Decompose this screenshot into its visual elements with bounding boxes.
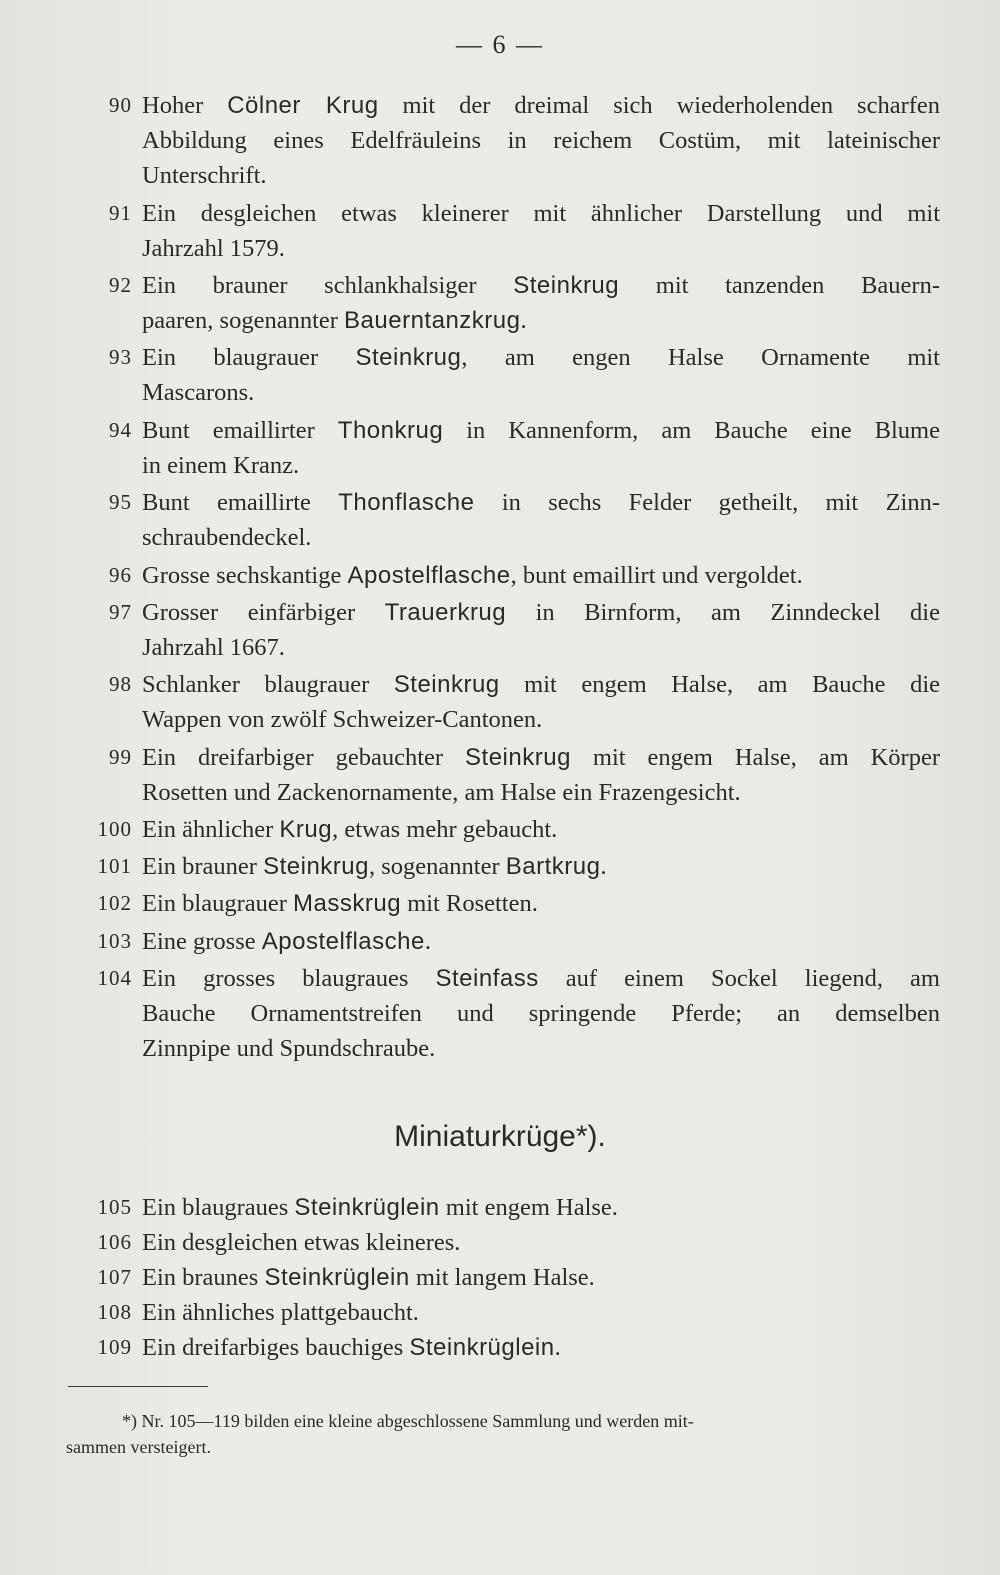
entry-text-run: paaren, sogenannter [142,307,345,334]
item-keyword: Thonflasche [338,489,475,517]
entry-line [142,520,940,555]
entry-text-run: Ein dreifarbiger gebauchter [142,743,466,771]
entry-text [142,413,940,483]
item-keyword: Steinkrug [355,344,462,372]
entry-text-run: Mascarons. [142,379,255,407]
catalog-entry [70,886,940,921]
entry-line [142,924,940,959]
catalog-entry [70,1260,940,1295]
entry-text-run: Hoher [142,92,228,119]
entry-text-run: Ein desgleichen etwas kleinerer mit ähnlicher Darstellung und mit [142,199,940,227]
item-keyword: Thonkrug [337,416,444,444]
item-keyword: Steinkrüglein [409,1334,555,1361]
entry-text [142,886,940,921]
entry-text-run: mit engem Halse. [439,1194,618,1221]
entry-text-run: Unterschrift. [142,162,267,189]
entry-text-run: mit engem Halse, am Körper [570,743,940,771]
item-keyword: Apostelflasche [261,927,425,955]
entry-text-run: mit tanzenden Bauern- [619,272,940,299]
entry-line [142,158,940,193]
entry-line [142,268,940,303]
footnote-rule [68,1386,208,1387]
entry-line [142,702,940,737]
catalog-entry [70,1295,940,1330]
entry-text-run: in einem Kranz. [142,451,300,479]
entry-text-run: . [554,1334,561,1361]
item-keyword: Trauerkrug [384,598,507,626]
entry-text-run: Ein dreifarbiges bauchiges [142,1334,410,1361]
item-keyword: Steinkrug [393,671,500,699]
item-keyword: Steinfass [435,964,539,992]
entry-text-run: , etwas mehr gebaucht. [332,816,558,843]
entry-number: 90 [109,93,132,117]
entry-line [142,303,940,338]
entry-text-run: , sogenannter [368,853,506,881]
item-keyword: Cölner Krug [227,92,379,119]
footnote [66,1408,926,1460]
entry-text [142,88,940,193]
entry-number: 107 [97,1265,132,1289]
catalog-entry [70,1190,940,1225]
entry-text-run: Wappen von zwölf Schweizer-Cantonen. [142,706,543,734]
entry-line [142,1295,940,1330]
entry-text [142,812,940,847]
entry-number: 104 [97,965,132,990]
entry-text-run: Bunt emaillirte [142,489,339,517]
entry-text-run: . [600,853,607,881]
entry-number: 91 [109,200,132,225]
entry-number: 99 [109,744,132,769]
item-keyword: Bartkrug [505,853,601,881]
page-number: — 6 — [456,30,544,59]
entry-text [142,1190,940,1225]
section-heading: Miniaturkrüge*). [394,1120,606,1153]
catalog-entry [70,1225,940,1260]
entry-text-run: Ein blaugrauer [142,890,294,918]
entry-line [142,413,940,448]
catalog-entry [70,961,940,1066]
entry-number: 101 [97,854,132,879]
entry-text-run: Bunt emaillirter [142,416,338,444]
entry-text-run: . [424,927,431,955]
entry-text [142,667,940,737]
catalog-entry [70,196,940,266]
footnote-line: *) Nr. 105—119 bilden eine kleine abgeschlossene Sammlung und werden mit- [122,1411,694,1431]
entry-number: 102 [97,891,132,916]
entry-text-run: Abbildung eines Edelfräuleins in reichem Costüm, mit lateinischer [142,127,940,154]
entry-text-run: auf einem Sockel liegend, am [538,964,940,992]
entry-text-run: Ein ähnliches plattgebaucht. [142,1299,419,1326]
item-keyword: Steinkrüglein [264,1264,410,1291]
entry-text [142,196,940,266]
entry-line [142,1031,940,1066]
entry-text [142,268,940,338]
entry-text-run: Ein desgleichen etwas kleineres. [142,1229,461,1256]
entry-text-run: Bauche Ornamentstreifen und springende Pferde; an demselben [142,999,940,1027]
entry-number: 92 [109,273,132,297]
entry-text-run: Zinnpipe und Spundschraube. [142,1034,436,1062]
entry-line [142,485,940,520]
entry-text [142,340,940,410]
entry-text-run: Ein brauner schlankhalsiger [142,272,514,299]
entry-line [142,123,940,158]
entry-text [142,740,940,810]
entry-text [142,961,940,1066]
entry-line [142,812,940,847]
entry-number: 100 [97,817,132,841]
entry-text-run: Ein blaugrauer [142,344,356,372]
entry-number: 108 [97,1300,132,1324]
entry-text-run: Eine grosse [142,927,262,955]
entry-text-run: in Birnform, am Zinndeckel die [506,598,940,626]
entry-text-run: mit der dreimal sich wiederholenden scharfen [378,92,941,119]
entry-text [142,1330,940,1365]
catalog-entry [70,340,940,410]
footnote-line: sammen versteigert. [66,1437,211,1457]
item-keyword: Steinkrüglein [294,1194,440,1221]
entry-line [142,231,940,266]
entry-text-run: , bunt emaillirt und vergoldet. [510,561,803,589]
entry-number: 93 [109,345,132,370]
entry-number: 109 [97,1335,132,1359]
entry-number: 95 [109,490,132,515]
entry-text [142,849,940,884]
entry-line [142,448,940,483]
entry-text [142,485,940,555]
entry-line [142,196,940,231]
catalog-entry [70,413,940,483]
entry-text-run: Ein brauner [142,853,264,881]
entry-text-run: Jahrzahl 1667. [142,633,285,661]
catalog-entry [70,812,940,847]
entry-text-run: mit engem Halse, am Bauche die [499,671,940,699]
entry-line [142,630,940,665]
entry-line [142,88,940,123]
entry-line [142,996,940,1031]
entry-text [142,558,940,593]
entry-number: 105 [97,1195,132,1219]
entry-text-run: Ein braunes [142,1264,265,1291]
entry-text-run: . [520,307,527,334]
entry-text-run: Ein blaugraues [142,1194,295,1221]
catalog-entry [70,595,940,665]
entry-text-run: Rosetten und Zackenornamente, am Halse ein Frazengesicht. [142,778,741,806]
entry-text [142,1225,940,1260]
entry-number: 97 [109,599,132,624]
entry-text-run: Grosser einfärbiger [142,598,385,626]
entry-number: 98 [109,672,132,697]
entry-line [142,1190,940,1225]
item-keyword: Masskrug [293,890,402,918]
item-keyword: Steinkrug [263,853,369,881]
entry-line [142,740,940,775]
entry-text-run: mit langem Halse. [409,1264,595,1291]
catalog-entry [70,268,940,338]
entry-text-run: mit Rosetten. [401,890,538,918]
entry-number: 94 [109,417,132,442]
catalog-entry [70,924,940,959]
catalog-entry [70,667,940,737]
catalog-entry [70,1330,940,1365]
entry-text-run: in Kannenform, am Bauche eine Blume [443,416,940,444]
item-keyword: Bauerntanzkrug [344,307,521,334]
catalog-entry [70,558,940,593]
entry-text-run: in sechs Felder getheilt, mit Zinn- [474,489,940,517]
entry-text [142,1260,940,1295]
entry-text-run: Ein grosses blaugraues [142,964,436,992]
entry-line [142,775,940,810]
entry-line [142,667,940,702]
entry-text-run: Jahrzahl 1579. [142,234,285,262]
entry-text-run: Schlanker blaugrauer [142,671,394,699]
catalog-entry [70,485,940,555]
catalog-entry [70,849,940,884]
entry-line [142,558,940,593]
entry-line [142,849,940,884]
entry-text [142,595,940,665]
entry-line [142,886,940,921]
entry-text-run: schraubendeckel. [142,524,312,552]
entry-number: 103 [97,928,132,953]
entry-text-run: Ein ähnlicher [142,816,280,843]
item-keyword: Krug [279,816,333,843]
entry-number: 96 [109,562,132,587]
entry-line [142,1225,940,1260]
entry-text-run: Grosse sechskantige [142,561,348,589]
catalog-entry [70,740,940,810]
item-keyword: Apostelflasche [347,561,511,589]
catalog-entry [70,88,940,193]
entry-text [142,1295,940,1330]
entry-line [142,340,940,375]
entry-number: 106 [97,1230,132,1254]
entry-line [142,961,940,996]
entry-line [142,595,940,630]
entry-text-run: , am engen Halse Ornamente mit [461,344,940,372]
item-keyword: Steinkrug [513,272,620,299]
entry-line [142,375,940,410]
entry-line [142,1330,940,1365]
entry-text [142,924,940,959]
entry-line [142,1260,940,1295]
item-keyword: Steinkrug [465,743,571,771]
